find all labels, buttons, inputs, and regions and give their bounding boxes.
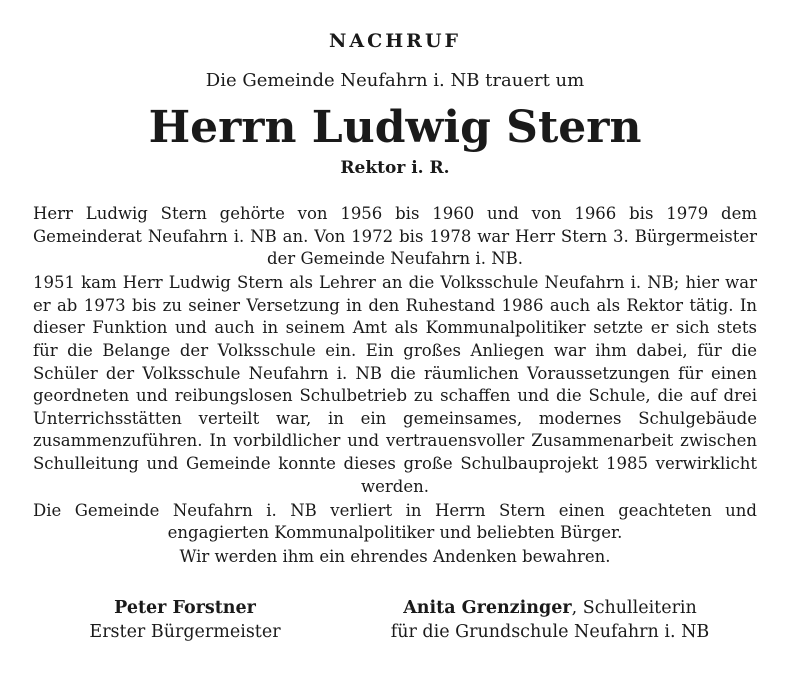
signer-name: Peter Forstner (114, 598, 256, 618)
signer-role: Erster Bürgermeister (89, 622, 281, 642)
signer-title: , Schulleiterin (571, 598, 697, 618)
signature-headteacher (360, 596, 740, 644)
notice-heading: NACHRUF (328, 30, 462, 52)
deceased-rank: Rektor i. R. (340, 158, 450, 178)
deceased-name: Herrn Ludwig Stern (148, 102, 642, 153)
paragraph-remembrance: Wir werden ihm ein ehrendes Andenken bewahren. (179, 547, 611, 567)
intro-line: Die Gemeinde Neufahrn i. NB trauert um (205, 70, 585, 91)
signer-role: für die Grundschule Neufahrn i. NB (390, 622, 710, 642)
paragraph-council: Herr Ludwig Stern gehörte von 1956 bis 1960 und von 1966 bis 1979 dem Gemeinderat Neufahrn i. NB an. Von 1972 bis 1978 war Herr Stern 3. Bürgermeister der Gemeinde Neufahrn i. NB. (33, 204, 757, 269)
signature-mayor (60, 596, 310, 644)
paragraph-school: 1951 kam Herr Ludwig Stern als Lehrer an die Volksschule Neufahrn i. NB; hier war er ab 1973 bis zu seiner Versetzung in den Ruhestand 1986 auch als Rektor tätig. In dieser Funktion und auch in seinem Amt als Kommunalpolitiker setzte er sich stets für die Belange der Volksschule ein. Ein großes Anliegen war ihm dabei, für die Schüler der Volksschule Neufahrn i. NB die räumlichen Voraussetzungen für einen geordneten und reibungslosen Schulbetrieb zu schaffen und die Schule, die auf drei Unterrichsstätten verteilt war, in ein gemeinsames, modernes Schulgebäude zusammenzuführen. In vorbildlicher und vertrauensvoller Zusammenarbeit zwischen Schulleitung und Gemeinde konnte dieses große Schulbauprojekt 1985 verwirklicht werden. (33, 273, 757, 496)
paragraph-tribute: Die Gemeinde Neufahrn i. NB verliert in Herrn Stern einen geachteten und engagierten Kommunalpolitiker und beliebten Bürger. (33, 500, 757, 543)
notice-body (33, 203, 757, 571)
signer-name: Anita Grenzinger (403, 598, 572, 618)
signer-line (360, 596, 740, 620)
